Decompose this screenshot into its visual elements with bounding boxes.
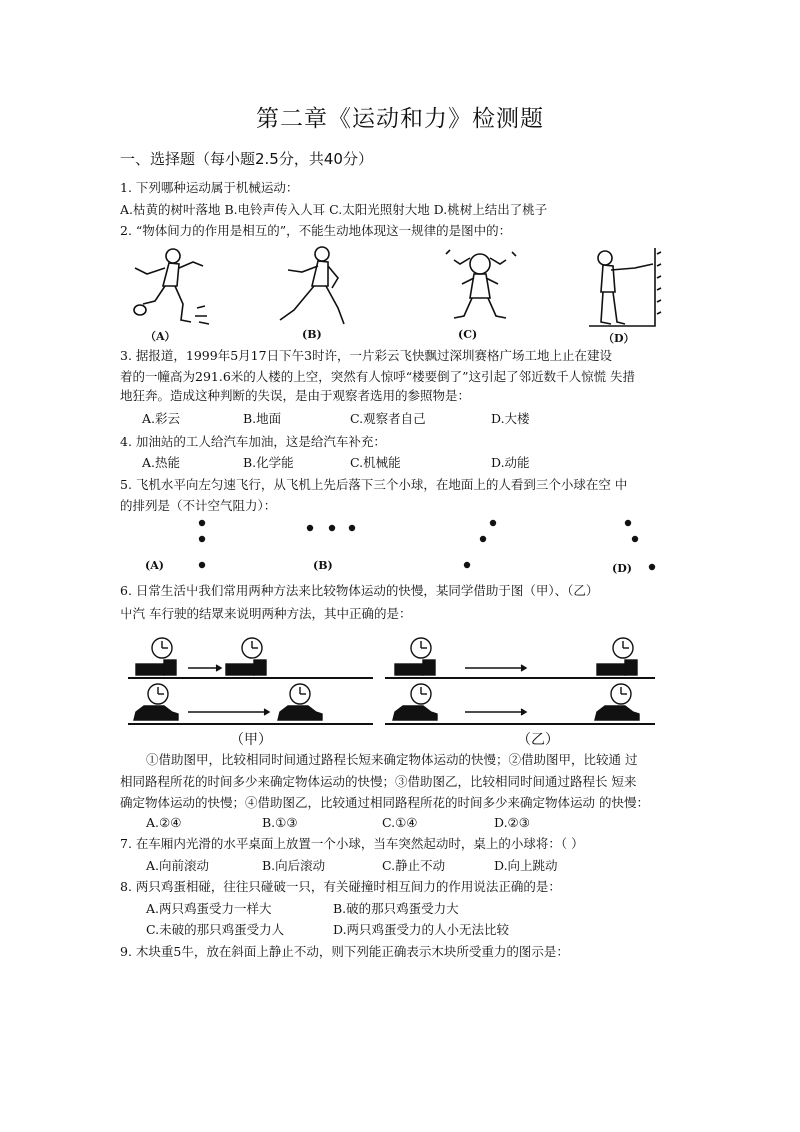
question-8-option-a: A.两只鸡蛋受力一样大 xyxy=(146,901,272,916)
question-6-desc-3: 确定物体运动的快慢；④借助图乙，比较通过相同路程所花的时间多少来确定物体运动 的快慢： xyxy=(120,795,649,810)
figure-d-label: （D） xyxy=(603,332,635,345)
question-6-option-d: D.②③ xyxy=(494,815,530,830)
question-6-option-b: B.①③ xyxy=(262,815,298,830)
question-7-option-a: A.向前滚动 xyxy=(146,858,210,873)
question-3-option-c: C.观察者自己 xyxy=(350,411,426,426)
figure-a-label: （A） xyxy=(145,330,176,343)
question-7-stem: 7. 在车厢内光滑的水平桌面上放置一个小球，当车突然起动时，桌上的小球将：（ ） xyxy=(120,836,584,851)
question-6-option-c: C.①④ xyxy=(382,815,418,830)
question-5-label-a: (A) xyxy=(145,559,164,572)
question-4-stem: 4. 加油站的工人给汽车加油，这是给汽车补充： xyxy=(120,434,386,449)
question-4-option-c: C.机械能 xyxy=(350,455,401,470)
question-3-option-d: D.大楼 xyxy=(491,411,530,426)
question-3-option-a: A.彩云 xyxy=(142,411,181,426)
question-4-option-d: D.动能 xyxy=(491,455,530,470)
question-3-line-1: 3. 据报道，1999年5月17日下午3时许，一片彩云飞快飘过深圳赛格广场工地上止在建设 xyxy=(120,348,613,363)
figure-a-kicking xyxy=(125,246,215,326)
question-5-label-d: (D) xyxy=(612,562,632,575)
question-3-option-b: B.地面 xyxy=(243,411,282,426)
figure-jia-trucks-cars xyxy=(128,632,373,728)
question-5-label-b: (B) xyxy=(313,559,333,572)
question-7-option-c: C.静止不动 xyxy=(382,858,446,873)
question-8-stem: 8. 两只鸡蛋相碰，往往只碰破一只，有关碰撞时相互间力的作用说法正确的是： xyxy=(120,879,561,894)
question-6-desc-1: ①借助图甲，比较相同时间通过路程长短来确定物体运动的快慢；②借助图甲，比较通 过 xyxy=(146,752,638,767)
figure-c-person xyxy=(440,246,520,326)
figure-b-person xyxy=(272,244,357,328)
question-2-stem: 2. “物体间力的作用是相互的”，不能生动地体现这一规律的是图中的： xyxy=(120,223,512,238)
figure-b-label: (B) xyxy=(302,328,322,341)
question-6-desc-2: 相同路程所花的时间多少来确定物体运动的快慢；③借助图乙，比较相同时间通过路程长 短来 xyxy=(120,774,637,789)
question-8-option-d: D.两只鸡蛋受力的人小无法比较 xyxy=(333,922,510,937)
question-4-option-b: B.化学能 xyxy=(243,455,294,470)
question-4-option-a: A.热能 xyxy=(142,455,181,470)
question-3-line-3: 地狂奔。造成这种判断的失误，是由于观察者选用的参照物是： xyxy=(120,388,471,403)
page-title: 第二章《运动和力》检测题 xyxy=(256,106,544,132)
question-5-line-2: 的排列是（不计空气阻力）： xyxy=(120,498,277,513)
section-heading: 一、选择题（每小题2.5分，共40分） xyxy=(120,150,373,168)
question-6-line-1: 6. 日常生活屮我们常用两种方法来比较物体运动的快慢，某同学借助于图（甲）、（乙） xyxy=(120,583,599,598)
figure-yi-trucks-cars xyxy=(385,632,655,728)
figure-c-label: (C) xyxy=(458,328,478,341)
question-3-line-2: 着的一幢高为291.6米的人楼的上空，突然有人惊呼“楼要倒了”这引起了邻近数千人惊慌 失措 xyxy=(120,369,636,384)
question-9-stem: 9. 木块重5牛，放在斜面上静止不动，则下列能正确表示木块所受重力的图示是： xyxy=(120,944,569,959)
question-5-ball-diagrams xyxy=(140,515,670,580)
question-1-stem: 1. 下列哪种运动属于机械运动： xyxy=(120,180,299,195)
figure-jia-caption: （甲） xyxy=(230,732,272,748)
question-7-option-b: B.向后滚动 xyxy=(262,858,326,873)
question-6-line-2: 屮汽 车行驶的结眾来说明两种方法，其中正确的是： xyxy=(120,606,412,621)
question-8-option-c: C.未破的那只鸡蛋受力人 xyxy=(146,922,285,937)
question-1-options: A.枯黄的树叶落地 B.电铃声传入人耳 C.太阳光照射大地 D.桃树上结出了桃子 xyxy=(120,202,548,217)
figure-d-person xyxy=(585,244,665,328)
question-6-option-a: A.②④ xyxy=(146,815,182,830)
figure-yi-caption: （乙） xyxy=(517,732,559,748)
question-7-option-d: D.向上跳动 xyxy=(494,858,558,873)
question-8-option-b: B.破的那只鸡蛋受力大 xyxy=(333,901,459,916)
question-5-line-1: 5. 飞机水平向左匀速飞行，从飞机上先后落下三个小球，在地面上的人看到三个小球在空 中 xyxy=(120,477,628,492)
